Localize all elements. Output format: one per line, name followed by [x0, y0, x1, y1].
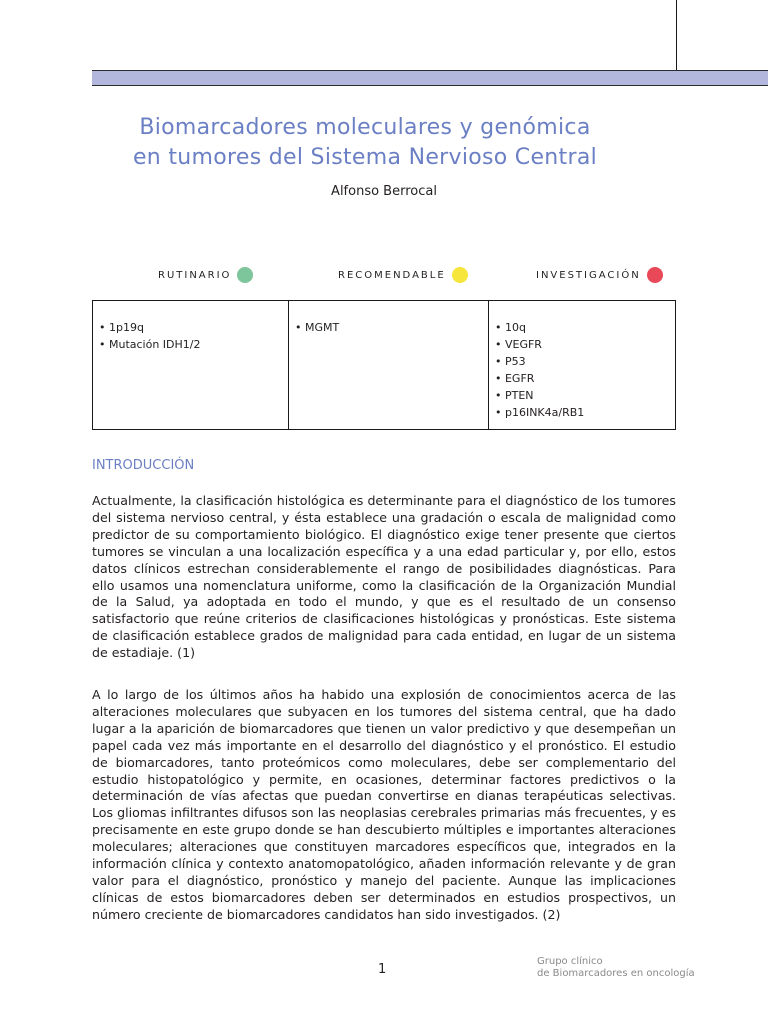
list-item: • EGFR	[495, 372, 535, 385]
document-title	[0, 113, 730, 173]
footer-credit	[537, 956, 695, 980]
list-item: • P53	[495, 355, 526, 368]
biomarker-table	[92, 300, 676, 430]
list-item: • PTEN	[495, 389, 534, 402]
green-dot-icon	[237, 267, 253, 283]
list-item: • Mutación IDH1/2	[99, 338, 201, 351]
section-heading: INTRODUCCIÓN	[92, 458, 195, 473]
author-name: Alfonso Berrocal	[331, 184, 437, 199]
legend-label: INVESTIGACIÓN	[536, 269, 641, 281]
column-recomendable	[288, 301, 488, 429]
legend-recomendable	[338, 266, 468, 284]
list-item: • 10q	[495, 321, 526, 334]
header-band	[92, 70, 768, 86]
legend-label: RUTINARIO	[158, 269, 232, 281]
paragraph-1: Actualmente, la clasificación histológica es determinante para el diagnóstico de los tumores del sistema nervioso central, y ésta establece una gradación o escala de malignidad como predictor de su comportamiento biológico. El diagnóstico exige tener presente que ciertos tumores se vinculan a una localización específica y a una edad particular y, por ello, estos datos clínicos estrechan considerablemente el rango de posibilidades diagnósticas. Para ello usamos una nomenclatura uniforme, como la clasificación de la Organización Mundial de la Salud, ya adoptada en todo el mundo, y que es el resultado de un consenso satisfactorio que reúne criterios de clasificaciones histológicas y pronósticas. Este sistema de clasificación establece grados de malignidad para cada entidad, en lugar de un sistema de estadiaje. (1)	[92, 493, 676, 661]
footer-line-1: Grupo clínico	[537, 956, 603, 967]
yellow-dot-icon	[452, 267, 468, 283]
legend-rutinario	[158, 266, 253, 284]
column-rutinario	[93, 301, 288, 429]
footer-line-2: de Biomarcadores en oncología	[537, 968, 695, 979]
list-item: • VEGFR	[495, 338, 542, 351]
title-line-2: en tumores del Sistema Nervioso Central	[132, 145, 598, 170]
page-number: 1	[378, 962, 387, 977]
list-item: • p16INK4a/RB1	[495, 406, 585, 419]
list-item: • MGMT	[295, 321, 340, 334]
paragraph-2: A lo largo de los últimos años ha habido una explosión de conocimientos acerca de las alteraciones moleculares que subyacen en los tumores del sistema central, que ha dado lugar a la aparición de biomarcadores que tienen un valor predictivo y que desempeñan un papel cada vez más importante en el desarrollo del diagnóstico y el pronóstico. El estudio de biomarcadores, tanto proteómicos como moleculares, debe ser complementario del estudio histopatológico y permite, en ocasiones, determinar factores predictivos o la determinación de vías afectas que puedan convertirse en dianas terapéuticas selectivas. Los gliomas infiltrantes difusos son las neoplasias cerebrales primarias más frecuentes, y es precisamente en este grupo donde se han descubierto múltiples e importantes alteraciones moleculares; alteraciones que constituyen marcadores específicos que, integrados en la información clínica y contexto anatomopatológico, añaden información relevante y de gran valor para el diagnóstico, pronóstico y manejo del paciente. Aunque las implicaciones clínicas de estos biomarcadores deben ser determinados en estudios prospectivos, un número creciente de biomarcadores candidatos han sido investigados. (2)	[92, 687, 676, 922]
legend-label: RECOMENDABLE	[338, 269, 446, 281]
column-investigacion	[488, 301, 675, 429]
legend-investigacion	[536, 266, 663, 284]
title-line-1: Biomarcadores moleculares y genómica	[139, 115, 591, 140]
list-item: • 1p19q	[99, 321, 144, 334]
red-dot-icon	[647, 267, 663, 283]
